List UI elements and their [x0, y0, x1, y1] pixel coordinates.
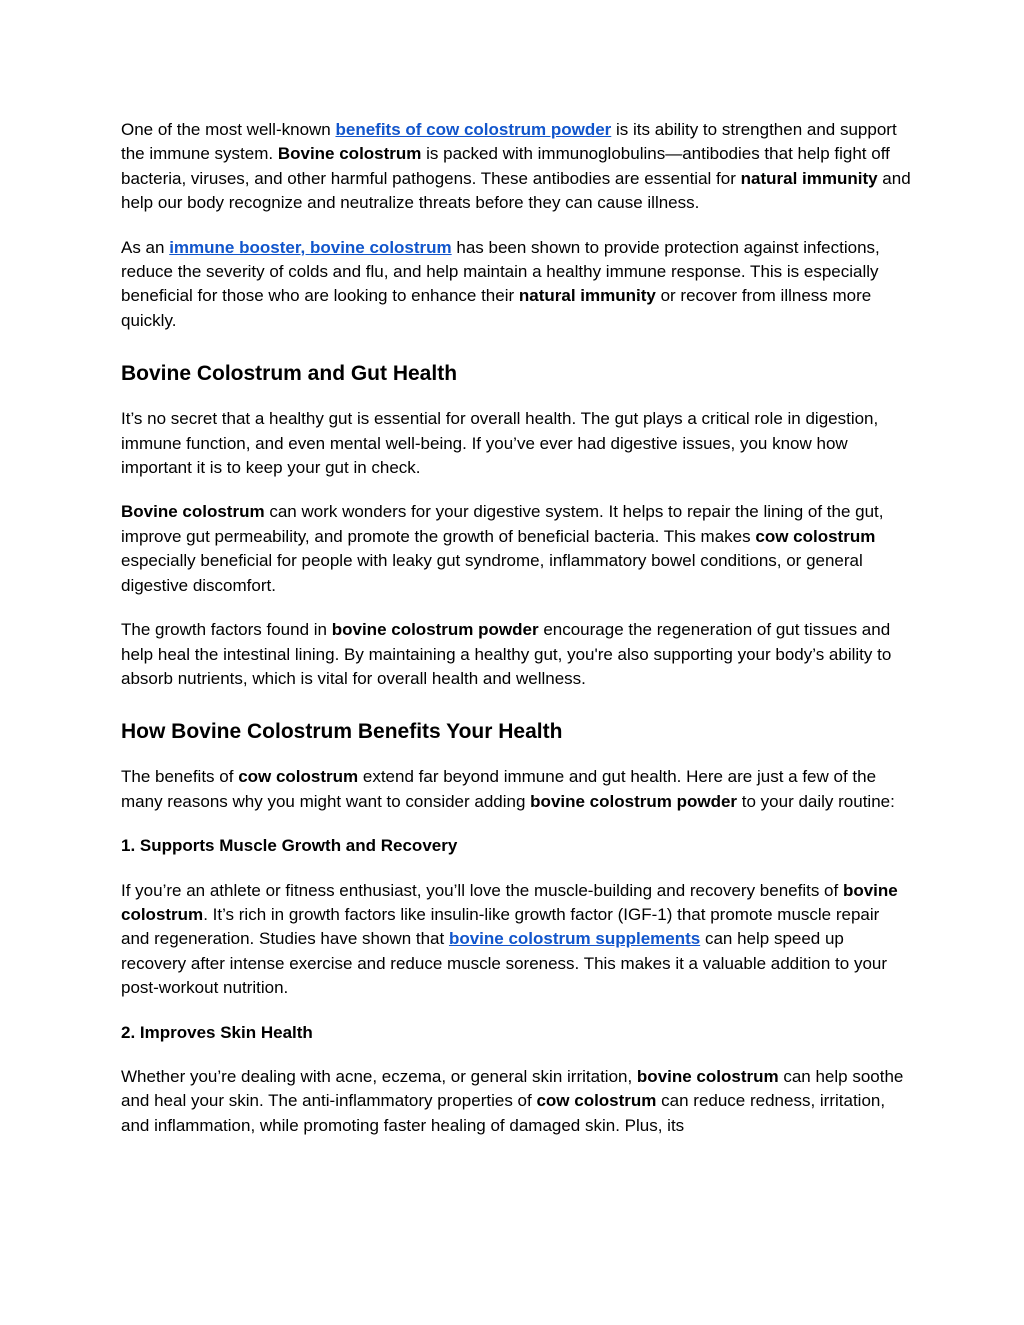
text: has been shown to provide protection against infections, reduce the severity of colds and flu, and help maintain a healthy immune response. This is especially beneficial for those who are looking to enhance their	[121, 237, 880, 306]
text: Whether you’re dealing with acne, eczema, or general skin irritation,	[121, 1066, 637, 1086]
bold-text: natural immunity	[740, 168, 878, 188]
link-bovine-colostrum-supplements[interactable]: bovine colostrum supplements	[448, 929, 701, 949]
text: The benefits of	[121, 767, 239, 787]
intro-paragraph-1	[121, 118, 911, 216]
subheading-muscle-growth: 1. Supports Muscle Growth and Recovery	[121, 836, 458, 856]
text: extend far beyond immune and gut health. Here are just a few of the many reasons why you might want to consider adding	[121, 767, 877, 811]
muscle-paragraph	[121, 879, 911, 1001]
bold-text: bovine colostrum	[121, 880, 898, 924]
text: can work wonders for your digestive system. It helps to repair the lining of the gut, improve gut permeability, and promote the growth of beneficial bacteria. This makes	[121, 502, 884, 546]
text: can help speed up recovery after intense exercise and reduce muscle soreness. This makes it a valuable addition to your post-workout nutrition.	[121, 929, 888, 998]
link-benefits-of-cow-colostrum-powder[interactable]: benefits of cow colostrum powder	[335, 120, 612, 139]
bold-text: Bovine colostrum	[121, 502, 265, 522]
bold-text: cow colostrum	[536, 1091, 657, 1111]
bold-text: bovine colostrum powder	[530, 791, 738, 811]
text: or recover from illness more quickly.	[121, 286, 872, 330]
text: and help our body recognize and neutralize threats before they can cause illness.	[121, 168, 911, 213]
intro-paragraph-2	[121, 236, 911, 334]
text: is its ability to strengthen and support the immune system.	[121, 120, 897, 164]
text: If you’re an athlete or fitness enthusiast, you’ll love the muscle-building and recovery benefits of	[121, 880, 843, 900]
text: encourage the regeneration of gut tissues and help heal the intestinal lining. By maintaining a healthy gut, you're also supporting your body’s ability to absorb nutrients, which is vital for overall health and wellness.	[121, 620, 892, 688]
skin-paragraph	[121, 1065, 911, 1138]
text: can reduce redness, irritation, and inflammation, while promoting faster healing of damaged skin. Plus, its	[121, 1091, 886, 1135]
text: One of the most well-known	[121, 120, 336, 139]
text: The growth factors found in	[121, 620, 332, 640]
subheading-skin-health: 2. Improves Skin Health	[121, 1022, 313, 1042]
link-bovine-colostrum[interactable]: bovine colostrum	[309, 237, 452, 257]
bold-text: bovine colostrum	[636, 1066, 779, 1086]
text: can help soothe and heal your skin. The anti-inflammatory properties of	[121, 1066, 904, 1111]
bold-text: cow colostrum	[238, 767, 359, 787]
gut-paragraph-1: It’s no secret that a healthy gut is essential for overall health. The gut plays a critical role in digestion, immune function, and even mental well-being. If you’ve ever had digestive issues, you know how important it is to keep your gut in check.	[121, 409, 879, 478]
bold-text: bovine colostrum powder	[331, 620, 539, 640]
gut-paragraph-2	[121, 500, 911, 598]
heading-gut-health: Bovine Colostrum and Gut Health	[121, 362, 458, 386]
text: to your daily routine:	[737, 791, 895, 811]
benefits-paragraph-1	[121, 765, 911, 814]
link-separator[interactable]: ,	[300, 237, 310, 257]
text: is packed with immunoglobulins—antibodies that help fight off bacteria, viruses, and other harmful pathogens. These antibodies are essential for	[121, 144, 890, 188]
text: . It’s rich in growth factors like insulin-like growth factor (IGF-1) that promote muscle repair and regeneration. Studies have shown that	[121, 904, 880, 949]
text: As an	[121, 237, 170, 257]
bold-text: natural immunity	[518, 286, 656, 306]
link-immune-booster[interactable]: immune booster	[169, 237, 301, 257]
gut-paragraph-3	[121, 618, 911, 691]
heading-health-benefits: How Bovine Colostrum Benefits Your Health	[121, 720, 563, 744]
document-page	[121, 118, 911, 1138]
text: especially beneficial for people with leaky gut syndrome, inflammatory bowel conditions, or general digestive discomfort.	[121, 551, 863, 595]
bold-text: Bovine colostrum	[277, 144, 422, 164]
bold-text: cow colostrum	[755, 526, 876, 546]
